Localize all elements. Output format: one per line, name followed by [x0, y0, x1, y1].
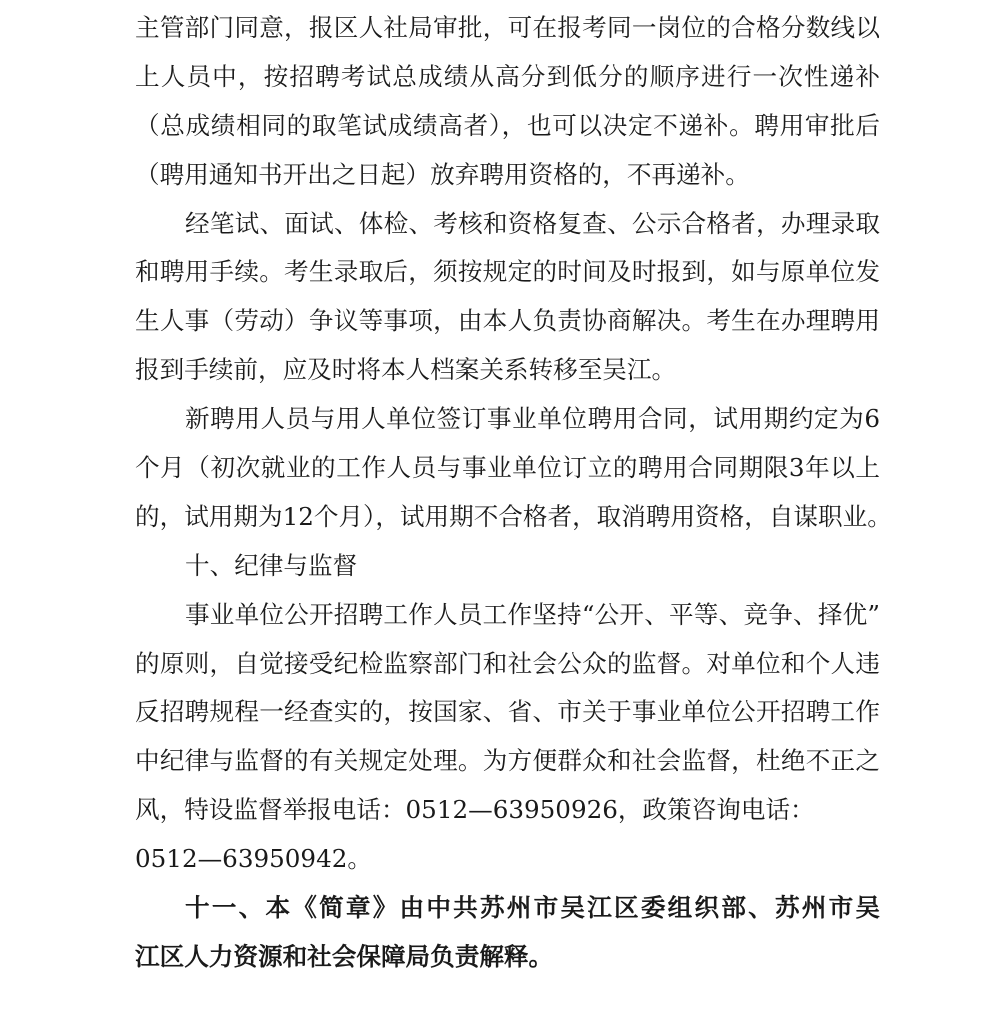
paragraph-probation-period: [135, 395, 892, 542]
paragraph-hiring-procedures: [135, 200, 880, 396]
text-line: （总成绩相同的取笔试成绩高者），也可以决定不递补。聘用审批后: [135, 110, 880, 140]
paragraph-supervision: [135, 591, 880, 884]
text-line: 中纪律与监督的有关规定处理。为方便群众和社会监督，杜绝不正之: [135, 746, 880, 776]
text-line: 十一、本《简章》由中共苏州市吴江区委组织部、苏州市吴: [185, 893, 880, 923]
text-line: 事业单位公开招聘工作人员工作坚持“公开、平等、竞争、择优”: [185, 599, 880, 629]
text-line: 的原则，自觉接受纪检监察部门和社会公众的监督。对单位和个人违: [135, 648, 880, 678]
text-line: 经笔试、面试、体检、考核和资格复查、公示合格者，办理录取: [185, 208, 880, 238]
text-line: 个月（初次就业的工作人员与事业单位订立的聘用合同期限3年以上: [135, 453, 880, 483]
text-line: （聘用通知书开出之日起）放弃聘用资格的，不再递补。: [135, 159, 750, 189]
text-line: 反招聘规程一经查实的，按国家、省、市关于事业单位公开招聘工作: [135, 697, 880, 727]
section-heading-discipline: [135, 542, 880, 591]
text-line: 报到手续前，应及时将本人档案关系转移至吴江。: [135, 355, 677, 385]
text-line: 的，试用期为12个月），试用期不合格者，取消聘用资格，自谋职业。: [135, 501, 892, 531]
section-interpretation: [135, 884, 880, 982]
text-line: 新聘用人员与用人单位签订事业单位聘用合同，试用期约定为6: [185, 404, 880, 434]
text-line: 和聘用手续。考生录取后，须按规定的时间及时报到，如与原单位发: [135, 257, 880, 287]
text-line-phone-numbers: 0512—63950942。: [135, 844, 372, 874]
text-line: 生人事（劳动）争议等事项，由本人负责协商解决。考生在办理聘用: [135, 306, 880, 336]
section-heading: 十、纪律与监督: [185, 550, 358, 580]
text-line: 上人员中，按招聘考试总成绩从高分到低分的顺序进行一次性递补: [135, 61, 880, 91]
text-line-phone-numbers: 风，特设监督举报电话：0512—63950926，政策咨询电话：: [135, 795, 815, 825]
paragraph-replacement-rules: [135, 4, 880, 200]
text-line: 主管部门同意，报区人社局审批，可在报考同一岗位的合格分数线以: [135, 13, 880, 42]
text-line: 江区人力资源和社会保障局负责解释。: [135, 941, 554, 971]
document-page: [135, 4, 892, 982]
